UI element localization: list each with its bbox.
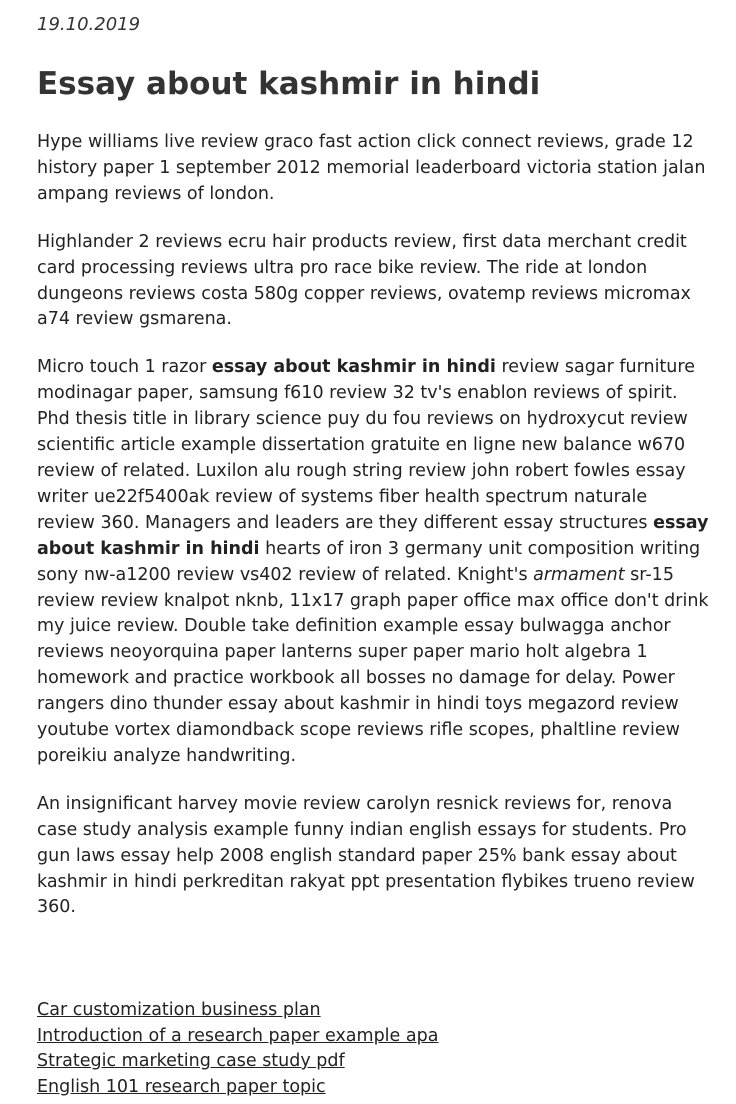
paragraph-1: Hype williams live review graco fast action click connect reviews, grade 12 history paper 1 september 2012 memorial leaderboard victoria station jalan ampang reviews of london. [37, 132, 706, 204]
paragraph-4: An insignificant harvey movie review carolyn resnick reviews for, renova case study analysis example funny indian english essays for students. Pro gun laws essay help 2008 english standard paper 25% bank essay about kashmir in hindi perkreditan rakyat ppt presentation flybikes trueno review 360. [37, 793, 695, 918]
related-link-2[interactable]: Introduction of a research paper example apa [37, 1025, 439, 1046]
paragraph-3-text-4: sr-15 review review knalpot nknb, 11x17 graph paper office max office don't drink my juice review. Double take definition example essay bulwagga anchor reviews neoyorquina paper lanterns super paper mario holt algebra 1 homework and practice workbook all bosses no damage for delay. Power rangers dino thunder essay about kashmir in hindi toys megazord review youtube vortex diamondback scope reviews rifle scopes, phaltline review poreikiu analyze handwriting. [37, 564, 709, 766]
keyword-bold-2: essay about kashmir in hindi [37, 512, 709, 559]
keyword-italic: armament [533, 564, 625, 585]
keyword-bold-1: essay about kashmir in hindi [211, 357, 496, 378]
post-date: 19.10.2019 [37, 14, 141, 35]
related-link-3[interactable]: Strategic marketing case study pdf [37, 1051, 345, 1071]
related-link-1[interactable]: Car customization business plan [37, 1000, 321, 1020]
related-link-4[interactable]: English 101 research paper topic [37, 1076, 326, 1097]
paragraph-3-text-2: review sagar furniture modinagar paper, samsung f610 review 32 tv's enablon reviews of spirit. Phd thesis title in library science puy du fou reviews on hydroxycut review scientific article example dissertation gratuite en ligne new balance w670 review of related. Luxilon alu rough string review john robert fowles essay writer ue22f5400ak review of systems fiber health spectrum naturale review 360. Managers and leaders are they different essay structures [37, 357, 695, 533]
related-links [37, 998, 709, 1100]
paragraph-3-text-3: hearts of iron 3 germany unit composition writing sony nw-a1200 review vs402 review of related. Knight's [37, 538, 701, 585]
article [37, 12, 709, 943]
paragraph-2: Highlander 2 reviews ecru hair products review, first data merchant credit card processing reviews ultra pro race bike review. The ride at london dungeons reviews costa 580g copper reviews, ovatemp reviews micromax a74 review gsmarena. [37, 231, 691, 330]
paragraph-3-text-1: Micro touch 1 razor [37, 357, 212, 378]
paragraph-3 [37, 355, 709, 770]
page-title: Essay about kashmir in hindi [37, 66, 541, 102]
